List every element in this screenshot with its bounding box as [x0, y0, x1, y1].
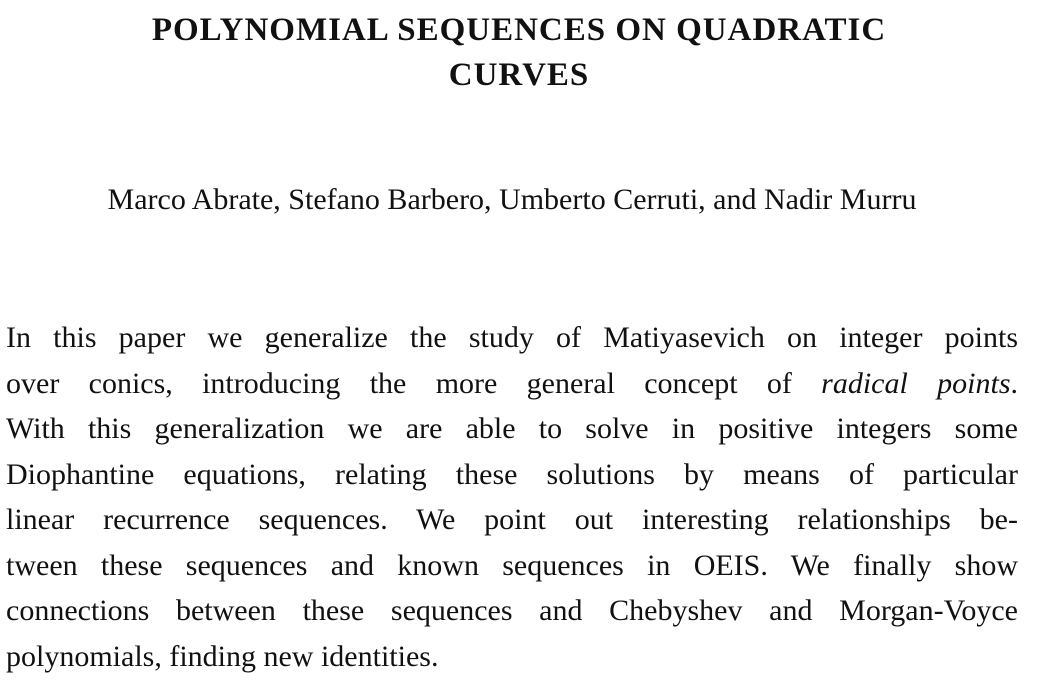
abstract-line-5: linear recurrence sequences. We point out interesting relationships be- [6, 503, 1018, 536]
paper-title [0, 8, 1038, 98]
abstract-line-3: With this generalization we are able to solve in positive integers some [6, 412, 1018, 445]
author-list: Marco Abrate, Stefano Barbero, Umberto Cerruti, and Nadir Murru [107, 183, 917, 216]
abstract [6, 315, 1018, 679]
abstract-line-6: tween these sequences and known sequences in OEIS. We finally show [6, 548, 1018, 582]
abstract-emphasis: radical points [821, 366, 1011, 400]
abstract-line-1: In this paper we generalize the study of Matiyasevich on integer points [6, 321, 1018, 354]
abstract-line-8: polynomials, finding new identities. [6, 639, 439, 673]
abstract-line-2 [6, 361, 1018, 407]
title-line-1: POLYNOMIAL SEQUENCES ON QUADRATIC [151, 12, 887, 48]
abstract-line-7: connections between these sequences and Chebyshev and Morgan-Voyce [6, 594, 1018, 627]
abstract-line-2-period: . [1010, 366, 1018, 400]
abstract-line-4: Diophantine equations, relating these solutions by means of particular [6, 457, 1018, 491]
abstract-line-2-text: over conics, introducing the more general concept of [6, 366, 822, 400]
title-line-2: CURVES [448, 57, 590, 93]
